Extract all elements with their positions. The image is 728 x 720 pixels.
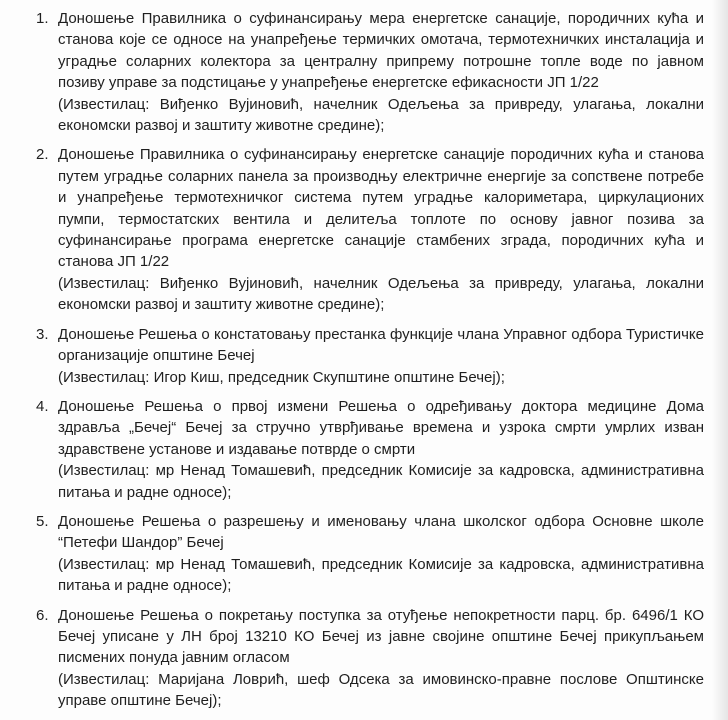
item-reporter: (Известилац: мр Ненад Томашевић, председник Комисије за кадровска, административна питања и радне односе); [58, 462, 704, 501]
item-reporter: (Известилац: Маријана Ловрић, шеф Одсека за имовинско-правне послове Општинске управе општине Бечеј); [58, 670, 704, 710]
item-reporter: (Известилац: Виђенко Вујиновић, начелник Одељења за привреду, улагања, локални економски развој и заштиту животне средине); [58, 274, 704, 314]
item-number: 4. [36, 397, 49, 415]
item-body [58, 144, 704, 315]
item-number: 1. [36, 10, 49, 27]
agenda-item-4 [36, 396, 704, 503]
item-reporter: (Известилац: Виђенко Вујиновић, начелник Одељења за привреду, улагања, локални економски развој и заштиту животне средине); [58, 95, 704, 135]
item-reporter: (Известилац: Игор Киш, председник Скупштине општине Бечеј); [58, 368, 505, 386]
agenda-item-5 [36, 511, 704, 597]
agenda-item-6 [36, 605, 704, 712]
item-number: 2. [36, 146, 49, 164]
item-body [58, 8, 704, 136]
item-text: Доношење Правилника о суфинансирању енергетске санације породичних кућа и станова путем уградње соларних панела за производњу електричне енергије за сопствене потребе и унапређење термотехничког система путем уградње калориметара, циркулационих пумпи, термостатских вентила и делитеља топлоте по основу јавног позива за суфинансирање програма енергетске санације стамбених зграда, породичних кућа и станова ЈП 1/22 [58, 146, 704, 271]
item-text: Доношење Решења о разрешењу и именовању члана школског одбора Основне школе “Петефи Шандор” Бечеј [58, 512, 704, 552]
item-number: 5. [36, 512, 49, 530]
agenda-item-3 [36, 324, 704, 388]
item-body [58, 605, 704, 712]
scan-edge-shading [712, 0, 728, 720]
item-text: Доношење Правилника о суфинансирању мера енергетске санације, породичних кућа и станова које се односе на унапређење термичких омотача, термотехничких инсталација и уградње соларних колектора за централну припрему потрошне топле воде по јавном позиву управе за подстицање у унапређење енергетске ефикасности ЈП 1/22 [58, 10, 704, 92]
item-number: 3. [36, 325, 49, 343]
item-number: 6. [36, 606, 49, 624]
item-body [58, 324, 704, 388]
item-text: Доношење Решења о првој измени Решења о одређивању доктора медицине Дома здравља „Бечеј“ Бечеј за стручно утврђивање времена и узрока смрти умрлих изван здравствене установе и издавање потврде о смрти [58, 397, 704, 458]
item-body [58, 396, 704, 503]
item-text: Доношење Решења о покретању поступка за отуђење непокретности парц. бр. 6496/1 КО Бечеј уписане у ЛН број 13210 КО Бечеј из јавне својине општине Бечеј прикупљањем писмених понуда јавним огласом [58, 606, 704, 667]
item-body [58, 511, 704, 597]
item-reporter: (Известилац: мр Ненад Томашевић, председник Комисије за кадровска, административна питања и радне односе); [58, 555, 704, 595]
item-text: Доношење Решења о констатовању престанка функције члана Управног одбора Туристичке организације општине Бечеј [58, 325, 704, 365]
agenda-item-2 [36, 144, 704, 315]
agenda-item-1 [36, 8, 704, 136]
